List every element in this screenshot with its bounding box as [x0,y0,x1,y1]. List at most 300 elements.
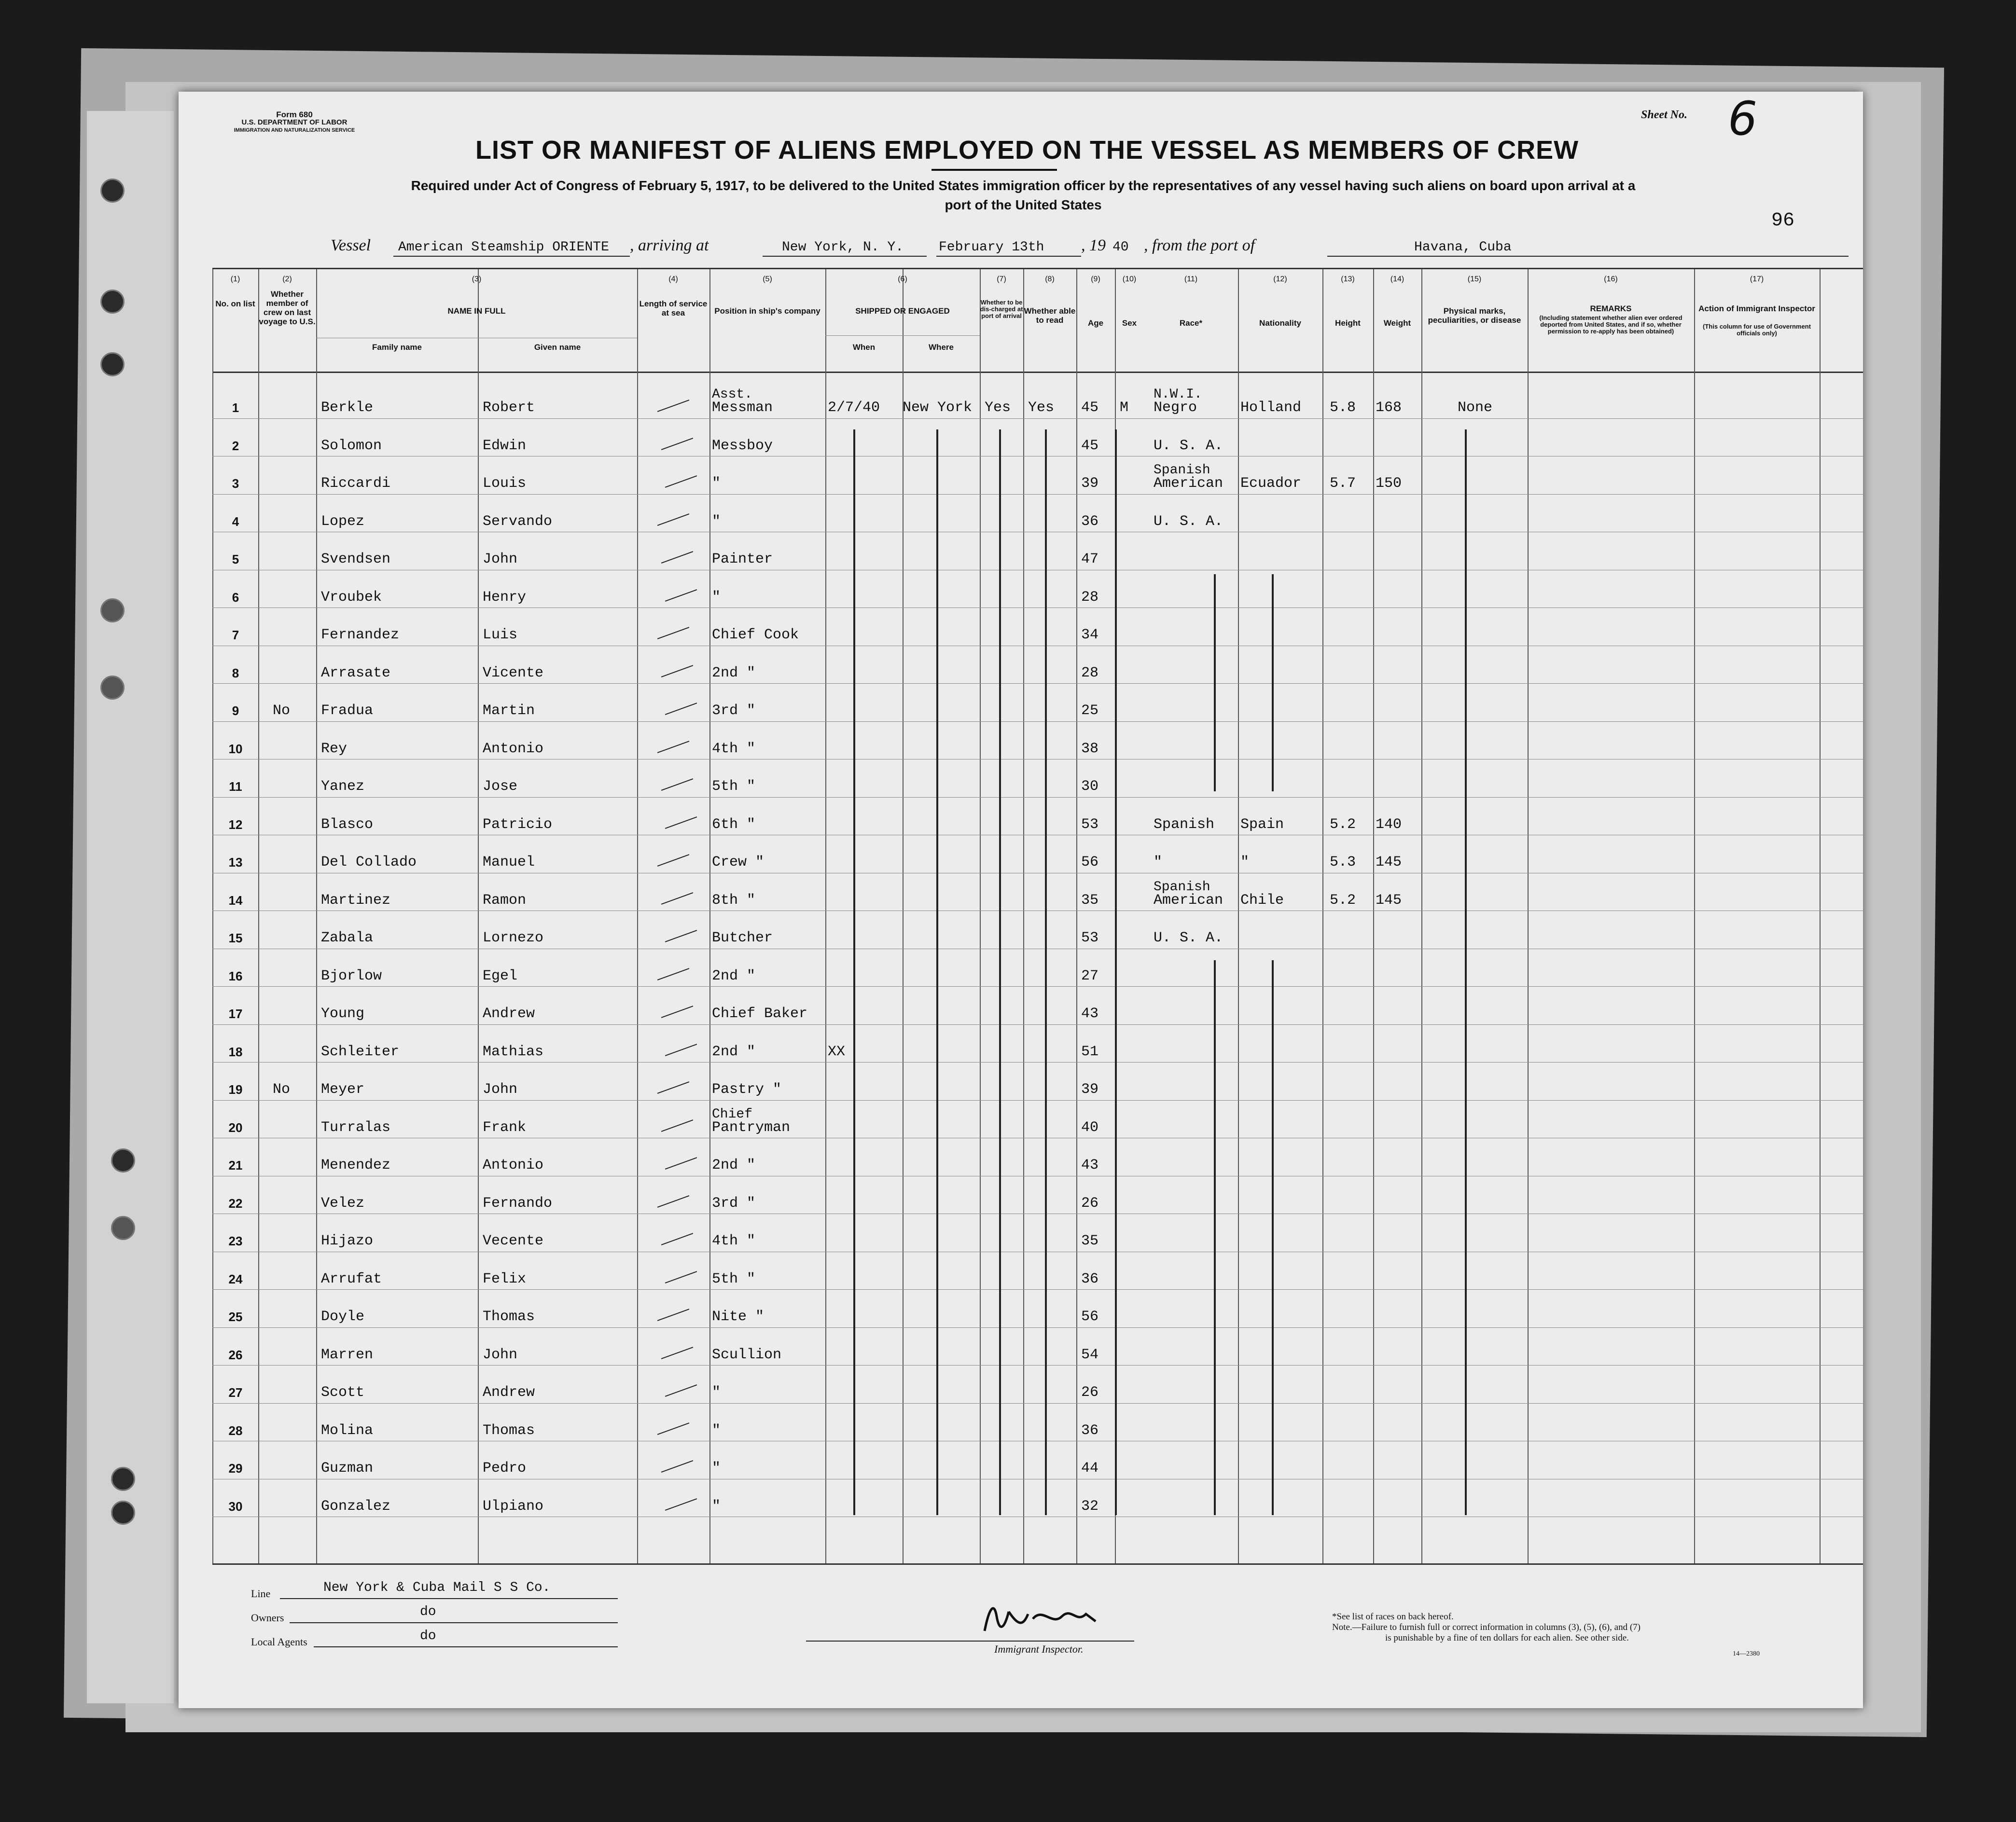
family-name: Fradua [321,703,374,719]
height: 5.2 [1330,892,1356,909]
given-name: Robert [483,400,535,416]
position: " [712,1384,721,1401]
height: 5.7 [1330,475,1356,492]
race-line-1: Spanish [1154,463,1210,478]
given-name: Patricio [483,816,553,833]
height: 5.2 [1330,816,1356,833]
weight: 145 [1376,892,1402,909]
row-number: 3 [232,476,239,491]
binder-hole [111,1216,135,1240]
row-number: 15 [228,931,243,945]
header-crew-last-voyage: Whether member of crew on last voyage to U.S. [259,290,316,326]
shipped-where: New York [903,400,973,416]
family-name: Martinez [321,892,391,909]
family-name: Zabala [321,930,374,946]
family-name: Berkle [321,400,374,416]
family-name: Scott [321,1384,365,1401]
given-name: Mathias [483,1043,544,1060]
row-number: 20 [228,1120,243,1135]
header-inspector-note: (This column for use of Government officials only) [1703,323,1811,337]
binder-hole [100,352,125,376]
header-height: Height [1335,318,1361,328]
given-name: Frank [483,1119,527,1136]
given-name: Antonio [483,1157,544,1173]
row-rule [212,1062,1863,1063]
header-race: Race* [1179,318,1203,328]
row-number: 16 [228,968,243,983]
service-tick-mark [657,400,689,412]
service-tick-mark [665,816,697,829]
row-number: 27 [228,1385,243,1400]
binder-hole [111,1467,135,1491]
able-to-read: Yes [1028,400,1055,416]
header-sex: Sex [1122,318,1137,328]
position: 3rd " [712,703,756,719]
ditto-line [1045,429,1047,1515]
given-name: Servando [483,513,553,530]
service-tick-mark [661,1119,693,1132]
title-underline [932,169,1057,171]
header-weight: Weight [1383,318,1411,328]
header-age: Age [1087,318,1104,328]
weight: 168 [1376,400,1402,416]
service-tick-mark [657,1081,689,1094]
column-divider [478,269,479,1563]
age: 30 [1081,778,1099,795]
family-name: Vroubek [321,589,382,606]
vessel-label: Vessel [331,236,371,254]
height: 5.8 [1330,400,1356,416]
given-name: John [483,1346,518,1363]
column-divider [825,269,826,1563]
column-divider [316,269,317,1563]
position: Pastry " [712,1081,782,1098]
age: 36 [1081,1270,1099,1287]
given-name: Antonio [483,740,544,757]
family-name: Bjorlow [321,967,382,984]
row-rule [212,1100,1863,1101]
column-number: (1) [230,275,240,283]
row-number: 11 [229,779,242,794]
physical-marks: None [1458,400,1493,416]
from-port-label: , from the port of [1144,236,1255,254]
column-divider [1322,269,1323,1563]
column-number: (7) [997,275,1006,283]
row-number: 28 [228,1423,243,1438]
ditto-line [1214,574,1216,791]
service-tick-mark [661,1233,693,1245]
row-rule [212,1365,1863,1366]
header-nationality: Nationality [1259,318,1301,328]
race: U. S. A. [1154,437,1224,454]
nationality: Spain [1240,816,1284,833]
given-name: Vicente [483,664,544,681]
column-divider [1238,269,1239,1563]
ditto-line [936,429,938,1515]
column-divider [1820,269,1821,1563]
column-divider [709,269,710,1563]
family-name: Arrufat [321,1270,382,1287]
header-family-name: Family name [372,343,422,352]
weight: 140 [1376,816,1402,833]
column-number: (6) [898,275,907,283]
row-number: 2 [232,438,239,453]
service-tick-mark [661,1347,693,1359]
column-divider [637,269,638,1563]
header-physical-marks: Physical marks, peculiarities, or disease [1428,306,1521,325]
position: 8th " [712,892,756,909]
ditto-line [1465,429,1467,1515]
family-name: Marren [321,1346,374,1363]
given-name: Ulpiano [483,1498,544,1515]
page-title: LIST OR MANIFEST OF ALIENS EMPLOYED ON THE VESSEL AS MEMBERS OF CREW [475,136,1579,165]
position: 2nd " [712,967,756,984]
service-tick-mark [657,1195,689,1208]
family-name: Velez [321,1195,365,1212]
given-name: Edwin [483,437,527,454]
header-no-on-list: No. on list [215,299,255,308]
ditto-line [1272,574,1274,791]
row-rule [212,494,1863,495]
crew-last-voyage: No [273,1081,291,1098]
column-number: (3) [472,275,482,283]
age: 45 [1081,400,1099,416]
binder-hole [100,676,125,700]
row-rule [212,986,1863,987]
age: 26 [1081,1384,1099,1401]
position: Scullion [712,1346,782,1363]
departure-port: Havana, Cuba [1414,240,1512,255]
given-name: Andrew [483,1384,535,1401]
shipped-when: 2/7/40 [828,400,880,416]
age: 32 [1081,1498,1099,1515]
form-identifier [222,111,367,134]
service-tick-mark [657,1309,689,1321]
family-name: Guzman [321,1460,374,1477]
local-agents-label: Local Agents [251,1636,307,1648]
nationality: " [1240,854,1250,870]
given-name: Manuel [483,854,535,870]
row-rule [212,797,1863,798]
row-number: 17 [228,1007,243,1021]
ditto-line [853,429,855,1515]
arrival-date: February 13th [939,240,1044,255]
given-name: Andrew [483,1006,535,1022]
crew-last-voyage: No [273,703,291,719]
position: " [712,1498,721,1515]
row-number: 13 [228,855,243,870]
position-line-1: Asst. [712,387,753,402]
binder-hole [100,179,125,203]
age: 36 [1081,1422,1099,1439]
race: Spanish [1154,816,1215,833]
page-subtitle [241,176,1805,215]
binder-hole [100,598,125,622]
manifest-page [179,92,1863,1708]
sex: M [1120,400,1129,416]
family-name: Schleiter [321,1043,400,1060]
column-divider [258,269,259,1563]
header-where: Where [929,343,954,352]
position: 2nd " [712,1157,756,1173]
position: " [712,475,721,492]
form-number: Form 680 [276,110,313,119]
service-tick-mark [661,1460,693,1473]
row-number: 23 [228,1234,243,1248]
arrival-port: New York, N. Y. [782,240,904,255]
given-name: Louis [483,475,527,492]
row-rule [212,1327,1863,1328]
shipping-line: New York & Cuba Mail S S Co. [323,1580,551,1595]
weight: 145 [1376,854,1402,870]
age: 36 [1081,513,1099,530]
header-discharged: Whether to be dis-charged at port of arrival [980,299,1023,319]
row-number: 29 [228,1461,243,1476]
service-tick-mark [661,438,693,450]
row-number: 26 [228,1347,243,1362]
column-number: (4) [668,275,678,283]
header-name-in-full: NAME IN FULL [447,306,506,316]
age: 39 [1081,1081,1099,1098]
column-number: (5) [763,275,772,283]
race: American [1154,892,1224,909]
given-name: Pedro [483,1460,527,1477]
position: " [712,1460,721,1477]
position: Pantryman [712,1119,791,1136]
service-tick-mark [665,703,697,715]
age: 28 [1081,589,1099,606]
given-name: Felix [483,1270,527,1287]
form-code: 14—2380 [1733,1650,1760,1657]
family-name: Menendez [321,1157,391,1173]
service-tick-mark [665,1271,697,1284]
nationality: Chile [1240,892,1284,909]
family-name: Hijazo [321,1233,374,1249]
row-number: 5 [232,552,239,566]
binder-hole [100,290,125,314]
subtitle-line-1: Required under Act of Congress of February 5, 1917, to be delivered to the United States immigration officer by the representatives of any vessel having such aliens on board upon arrival at a [411,178,1636,193]
given-name: Lornezo [483,930,544,946]
column-number: (16) [1604,275,1618,283]
year-prefix: , 19 [1081,236,1106,254]
header-bottom-border [212,372,1863,373]
service-tick-mark [657,627,689,639]
position: 2nd " [712,664,756,681]
sheet-label: Sheet No. [1641,109,1687,121]
age: 44 [1081,1460,1099,1477]
row-number: 9 [232,704,239,718]
service-tick-mark [661,778,693,791]
given-name: John [483,1081,518,1098]
age: 35 [1081,892,1099,909]
header-when: When [852,343,876,352]
family-name: Riccardi [321,475,391,492]
age: 56 [1081,854,1099,870]
position: 4th " [712,740,756,757]
row-number: 12 [228,817,243,832]
family-name: Rey [321,740,348,757]
vessel-name: American Steamship ORIENTE [398,240,609,255]
family-name: Solomon [321,437,382,454]
service-tick-mark [657,513,689,526]
row-number: 18 [228,1044,243,1059]
given-name: Jose [483,778,518,795]
service-tick-mark [665,1498,697,1511]
age: 43 [1081,1006,1099,1022]
age: 47 [1081,551,1099,567]
page-number: 96 [1771,210,1795,232]
row-rule [212,683,1863,684]
position: 5th " [712,1270,756,1287]
column-divider [903,269,904,1563]
given-name: Fernando [483,1195,553,1212]
family-name: Young [321,1006,365,1022]
position: Painter [712,551,773,567]
column-number: (2) [282,275,292,283]
penalty-note-1: Note.—Failure to furnish full or correct information in columns (3), (5), (6), and (7) [1332,1622,1641,1632]
age: 43 [1081,1157,1099,1173]
column-number: (13) [1341,275,1355,283]
row-rule [212,607,1863,608]
race: Negro [1154,400,1197,416]
race: " [1154,854,1163,870]
column-number: (8) [1045,275,1055,283]
binder-hole [111,1501,135,1525]
family-name: Svendsen [321,551,391,567]
service-tick-mark [657,1422,689,1435]
service-tick-mark [665,589,697,602]
age: 25 [1081,703,1099,719]
height: 5.3 [1330,854,1356,870]
service-tick-mark [661,1006,693,1018]
row-number: 6 [232,590,239,605]
age: 40 [1081,1119,1099,1136]
age: 53 [1081,930,1099,946]
local-agents-value: do [420,1629,436,1643]
service-tick-mark [665,475,697,488]
races-note: *See list of races on back hereof. [1332,1612,1454,1622]
header-given-name: Given name [534,343,581,352]
age: 56 [1081,1309,1099,1325]
header-length-of-service: Length of service at sea [639,299,708,317]
column-divider [212,269,213,1563]
race-line-1: Spanish [1154,879,1210,895]
binder-strip [87,111,174,1703]
header-remarks: REMARKS [1590,304,1632,313]
column-number: (10) [1122,275,1137,283]
department-name: U.S. DEPARTMENT OF LABOR [241,118,348,126]
shipped-when: XX [828,1043,846,1060]
age: 34 [1081,627,1099,643]
family-name: Turralas [321,1119,391,1136]
inspector-label: Immigrant Inspector. [994,1643,1084,1655]
column-number: (9) [1091,275,1100,283]
service-tick-mark [657,741,689,753]
given-name: Egel [483,967,518,984]
subtitle-line-2: port of the United States [945,197,1102,212]
row-number: 1 [232,400,239,415]
given-name: Ramon [483,892,527,909]
service-tick-mark [661,665,693,677]
given-name: John [483,551,518,567]
given-name: Luis [483,627,518,643]
age: 39 [1081,475,1099,492]
service-tick-mark [661,892,693,905]
service-tick-mark [657,968,689,980]
service-tick-mark [665,1384,697,1397]
column-divider [1076,269,1077,1563]
race: U. S. A. [1154,930,1224,946]
age: 35 [1081,1233,1099,1249]
header-able-to-read: Whether able to read [1024,306,1076,325]
position: Crew " [712,854,765,870]
column-number: (11) [1184,275,1198,283]
arrival-year: 40 [1112,240,1129,255]
sheet-number: 6 [1728,92,1758,146]
age: 45 [1081,437,1099,454]
weight: 150 [1376,475,1402,492]
row-rule [212,1403,1863,1404]
penalty-note-2: is punishable by a fine of ten dollars for each alien. See other side. [1385,1633,1629,1643]
column-divider [1023,269,1024,1563]
footer-notes [1332,1612,1815,1643]
service-tick-mark [665,1157,697,1170]
ditto-line [999,429,1001,1515]
column-number: (17) [1750,275,1764,283]
column-divider [1528,269,1529,1563]
row-number: 21 [228,1158,243,1173]
header-position: Position in ship's company [714,306,820,316]
header-shipped-engaged: SHIPPED OR ENGAGED [855,306,950,316]
discharged: Yes [985,400,1011,416]
row-number: 14 [228,893,243,908]
age: 54 [1081,1346,1099,1363]
arriving-label: , arriving at [630,236,709,254]
row-number: 24 [228,1271,243,1286]
binder-hole [111,1148,135,1173]
row-rule [212,1289,1863,1290]
position: Chief Baker [712,1006,808,1022]
position-line-1: Chief [712,1106,753,1122]
family-name: Gonzalez [321,1498,391,1515]
age: 26 [1081,1195,1099,1212]
race: U. S. A. [1154,513,1224,530]
position: 5th " [712,778,756,795]
position: Chief Cook [712,627,799,643]
column-divider [1421,269,1422,1563]
family-name: Yanez [321,778,365,795]
race-line-1: N.W.I. [1154,387,1202,402]
column-number: (12) [1273,275,1287,283]
family-name: Del Collado [321,854,417,870]
position: " [712,1422,721,1439]
owners-label: Owners [251,1612,284,1624]
owners-value: do [420,1604,436,1619]
family-name: Arrasate [321,664,391,681]
family-name: Molina [321,1422,374,1439]
column-number: (15) [1467,275,1482,283]
position: Messman [712,400,773,416]
ditto-line [1272,960,1274,1515]
family-name: Fernandez [321,627,400,643]
row-number: 8 [232,665,239,680]
column-divider [980,269,981,1563]
header-inspector-action: Action of Immigrant Inspector [1698,304,1815,313]
line-label: Line [251,1587,271,1600]
column-divider [1694,269,1695,1563]
column-number: (14) [1390,275,1404,283]
header-remarks-note: (Including statement whether alien ever ordered deported from United States, and if so, whether permission to re-apply has been obtained) [1539,314,1682,335]
